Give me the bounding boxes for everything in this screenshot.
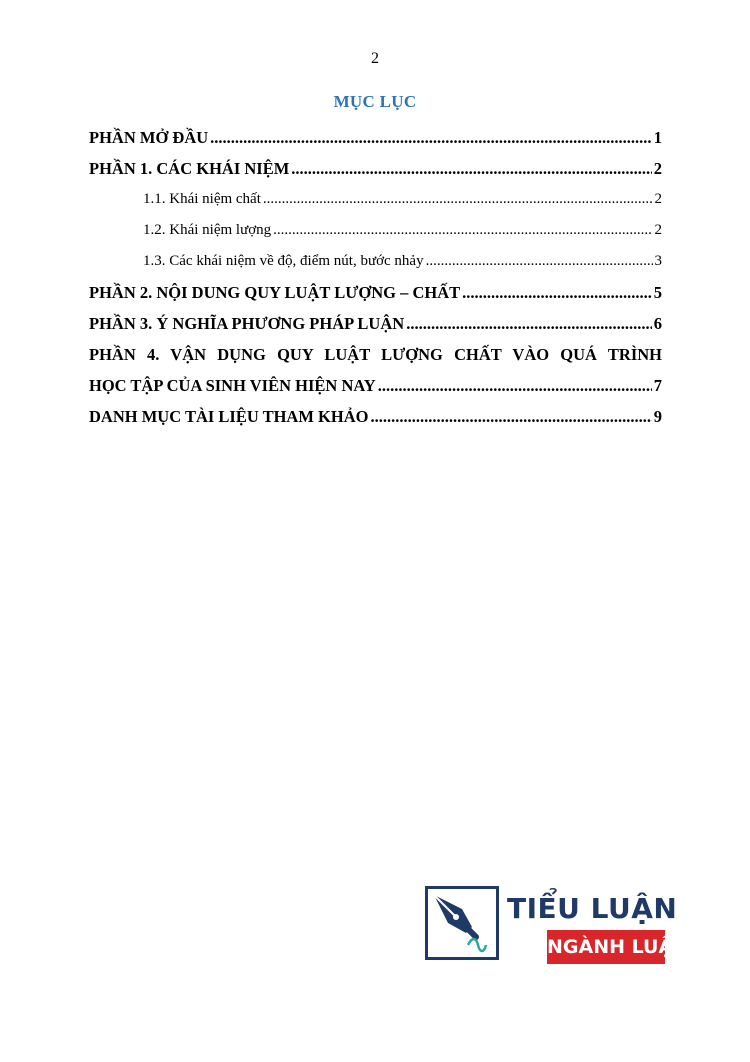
toc-entry-text-line2: HỌC TẬP CỦA SINH VIÊN HIỆN NAY	[89, 376, 376, 395]
toc-entry-text: PHẦN 1. CÁC KHÁI NIỆM	[89, 159, 290, 178]
toc-entry-page: 9	[653, 407, 662, 426]
toc-entry-1-3[interactable]	[89, 246, 662, 277]
toc-entry-1-1[interactable]	[89, 184, 662, 215]
toc-leader-dots	[378, 370, 652, 401]
toc-entry-text: PHẦN 3. Ý NGHĨA PHƯƠNG PHÁP LUẬN	[89, 314, 405, 333]
toc-entry-text: PHẦN MỞ ĐẦU	[89, 128, 209, 147]
toc-entry-text: 1.3. Các khái niệm về độ, điểm nút, bước nhảy	[143, 253, 424, 269]
brand-logo	[425, 886, 687, 966]
toc-leader-dots	[263, 184, 653, 215]
logo-subtitle: NGÀNH LUẬT	[547, 930, 665, 964]
pen-nib-icon	[425, 886, 499, 960]
toc-leader-dots	[406, 308, 652, 339]
toc-leader-dots	[370, 401, 651, 432]
toc-entry-page: 5	[653, 283, 662, 302]
toc-title: MỤC LỤC	[333, 92, 417, 111]
table-of-contents	[89, 122, 662, 432]
toc-entry-page: 7	[653, 376, 662, 395]
toc-entry-page: 1	[653, 128, 662, 147]
toc-leader-dots	[210, 122, 652, 153]
toc-leader-dots	[291, 153, 651, 184]
toc-entry-text: 1.1. Khái niệm chất	[143, 191, 261, 207]
toc-entry-page: 2	[653, 159, 662, 178]
toc-entry-text: 1.2. Khái niệm lượng	[143, 222, 272, 238]
toc-entry-page: 2	[654, 222, 662, 238]
toc-leader-dots	[273, 215, 652, 246]
toc-entry-part-4[interactable]	[89, 339, 662, 401]
toc-entry-part-3[interactable]	[89, 308, 662, 339]
toc-leader-dots	[462, 277, 652, 308]
toc-entry-1-2[interactable]	[89, 215, 662, 246]
toc-entry-page: 6	[653, 314, 662, 333]
toc-entry-text: DANH MỤC TÀI LIỆU THAM KHẢO	[89, 407, 369, 426]
toc-entry-page: 3	[654, 253, 662, 269]
logo-title: TIỂU LUẬN	[507, 892, 678, 925]
toc-entry-text: PHẦN 2. NỘI DUNG QUY LUẬT LƯỢNG – CHẤT	[89, 283, 461, 302]
toc-entry-text-line1: PHẦN 4. VẬN DỤNG QUY LUẬT LƯỢNG CHẤT VÀO QUÁ TRÌNH	[89, 345, 662, 364]
toc-entry-part-1[interactable]	[89, 153, 662, 184]
toc-entry-page: 2	[654, 191, 662, 207]
toc-leader-dots	[426, 246, 653, 277]
page-number: 2	[371, 50, 379, 67]
toc-entry-references[interactable]	[89, 401, 662, 432]
toc-entry-part-2[interactable]	[89, 277, 662, 308]
toc-entry-intro[interactable]	[89, 122, 662, 153]
